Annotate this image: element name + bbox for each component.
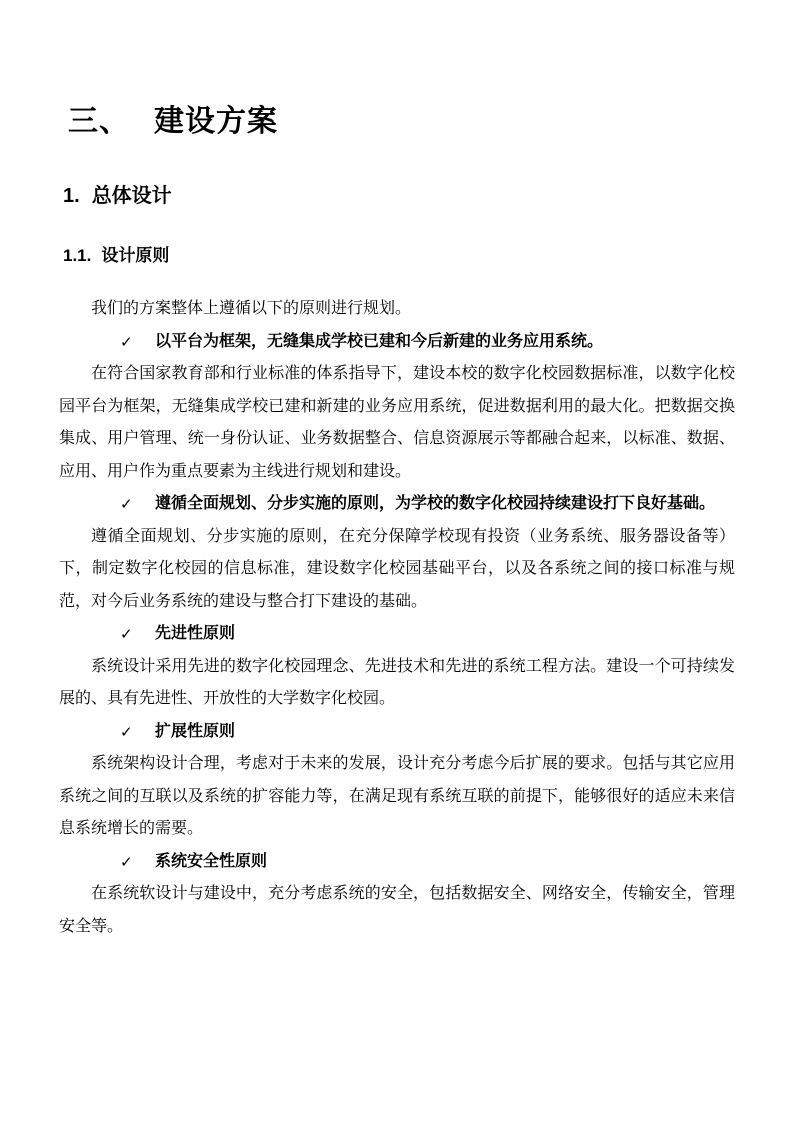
body-paragraph: 在符合国家教育部和行业标准的体系指导下，建设本校的数字化校园数据标准，以数字化校园平台为框架，无缝集成学校已建和新建的业务应用系统，促进数据利用的最大化。把数据交换集成、用户管理、统一身份认证、业务数据整合、信息资源展示等都融合起来，以标准、数据、应用、用户作为重点要素为主线进行规划和建设。 <box>59 365 735 480</box>
checkmark-icon: ✓ <box>120 495 133 513</box>
chapter-number: 三、 <box>68 105 130 138</box>
checkmark-icon: ✓ <box>120 332 133 351</box>
bullet-item <box>59 846 735 879</box>
bullet-text: 先进性原则 <box>155 625 236 642</box>
bullet-item <box>59 326 735 359</box>
body-paragraph: 遵循全面规划、分步实施的原则，在充分保障学校现有投资（业务系统、服务器设备等）下，制定数字化校园的信息标准，建设数字化校园基础平台，以及各系统之间的接口标准与规范，对今后业务系统的建设与整合打下建设的基础。 <box>59 527 735 610</box>
subsection-heading <box>63 245 735 267</box>
bullet-text: 遵循全面规划、分步实施的原则，为学校的数字化校园持续建设打下良好基础。 <box>155 495 716 512</box>
checkmark-icon: ✓ <box>120 625 133 643</box>
bullet-item <box>59 488 735 521</box>
bullet-text: 系统安全性原则 <box>155 852 268 870</box>
intro-paragraph: 我们的方案整体上遵循以下的原则进行规划。 <box>91 300 412 317</box>
section-heading <box>63 184 735 208</box>
subsection-title: 设计原则 <box>101 246 170 265</box>
section-number: 1. <box>63 185 80 207</box>
bullet-text: 扩展性原则 <box>155 722 236 740</box>
bullet-item <box>59 618 735 651</box>
subsection-number: 1.1. <box>63 246 92 265</box>
bullet-item <box>59 716 735 749</box>
chapter-title: 建设方案 <box>154 105 278 138</box>
chapter-heading <box>68 104 735 140</box>
checkmark-icon: ✓ <box>120 722 133 741</box>
body-paragraph: 系统设计采用先进的数字化校园理念、先进技术和先进的系统工程方法。建设一个可持续发展的、具有先进性、开放性的大学数字化校园。 <box>59 657 735 707</box>
body-paragraph: 系统架构设计合理，考虑对于未来的发展，设计充分考虑今后扩展的要求。包括与其它应用系统之间的互联以及系统的扩容能力等，在满足现有系统互联的前提下，能够很好的适应未来信息系统增长的需要。 <box>59 755 735 837</box>
body-paragraph: 在系统软设计与建设中，充分考虑系统的安全，包括数据安全、网络安全，传输安全，管理安全等。 <box>59 885 735 935</box>
bullet-text: 以平台为框架，无缝集成学校已建和今后新建的业务应用系统。 <box>155 332 604 350</box>
checkmark-icon: ✓ <box>120 852 133 871</box>
section-title: 总体设计 <box>91 185 172 207</box>
document-body <box>59 293 735 943</box>
